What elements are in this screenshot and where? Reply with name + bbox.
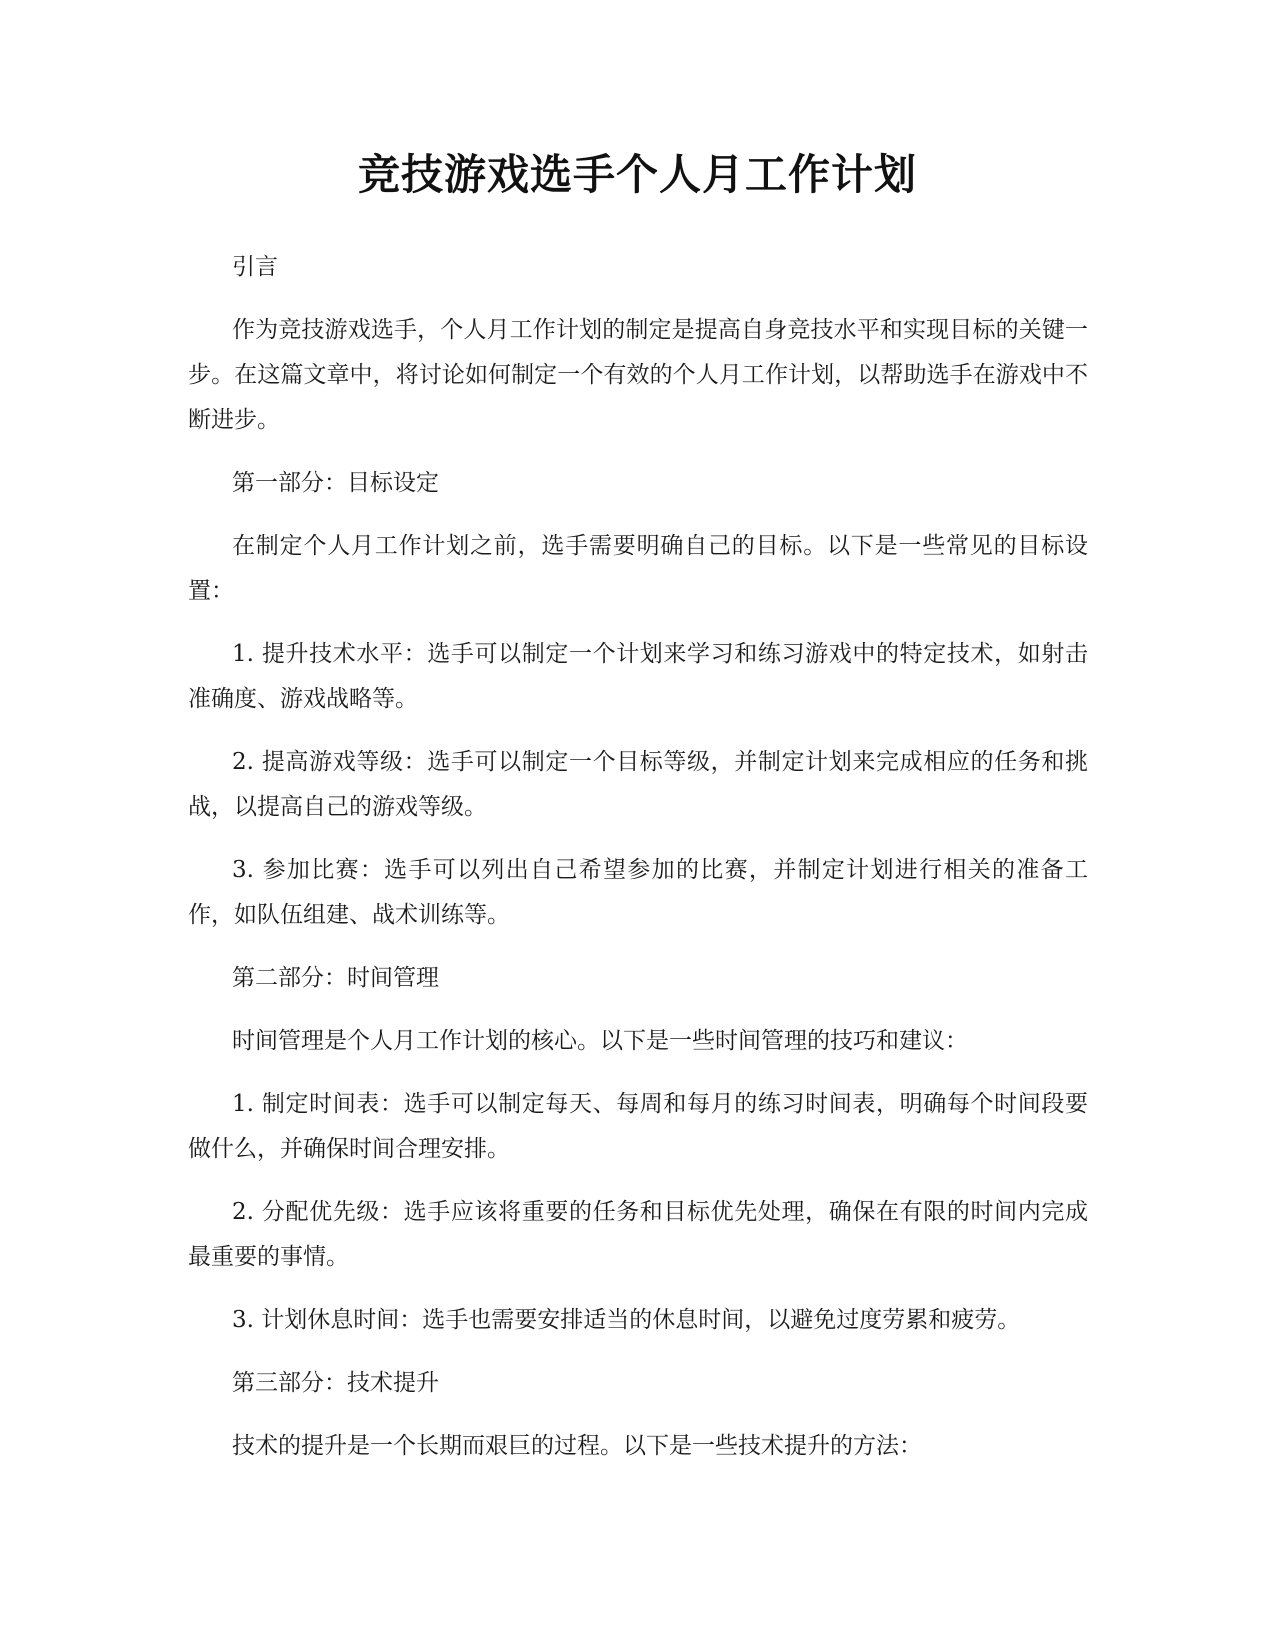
- section-heading-time-management: 第二部分：时间管理: [232, 965, 439, 991]
- list-item: 2. 分配优先级：选手应该将重要的任务和目标优先处理，确保在有限的时间内完成最重要的事情。: [188, 1199, 1088, 1270]
- document-body: [188, 245, 1088, 1487]
- list-item: 3. 计划休息时间：选手也需要安排适当的休息时间，以避免过度劳累和疲劳。: [232, 1307, 1021, 1333]
- list-item: 3. 参加比赛：选手可以列出自己希望参加的比赛，并制定计划进行相关的准备工作，如队伍组建、战术训练等。: [188, 857, 1088, 928]
- list-item: 1. 制定时间表：选手可以制定每天、每周和每月的练习时间表，明确每个时间段要做什么，并确保时间合理安排。: [188, 1091, 1088, 1162]
- section-heading-skill-improvement: 第三部分：技术提升: [232, 1370, 439, 1396]
- list-item: 1. 提升技术水平：选手可以制定一个计划来学习和练习游戏中的特定技术，如射击准确度、游戏战略等。: [188, 641, 1088, 712]
- list-item: 2. 提高游戏等级：选手可以制定一个目标等级，并制定计划来完成相应的任务和挑战，以提高自己的游戏等级。: [188, 749, 1088, 820]
- paragraph-goal-setting: 在制定个人月工作计划之前，选手需要明确自己的目标。以下是一些常见的目标设置：: [188, 533, 1088, 604]
- paragraph-intro: 作为竞技游戏选手，个人月工作计划的制定是提高自身竞技水平和实现目标的关键一步。在这篇文章中，将讨论如何制定一个有效的个人月工作计划，以帮助选手在游戏中不断进步。: [188, 317, 1088, 433]
- paragraph-skill-improvement: 技术的提升是一个长期而艰巨的过程。以下是一些技术提升的方法：: [232, 1433, 922, 1459]
- paragraph-time-management: 时间管理是个人月工作计划的核心。以下是一些时间管理的技巧和建议：: [232, 1028, 968, 1054]
- document-title: 竞技游戏选手个人月工作计划: [357, 150, 917, 199]
- section-heading-goal-setting: 第一部分：目标设定: [232, 470, 439, 496]
- section-heading-intro: 引言: [232, 254, 278, 280]
